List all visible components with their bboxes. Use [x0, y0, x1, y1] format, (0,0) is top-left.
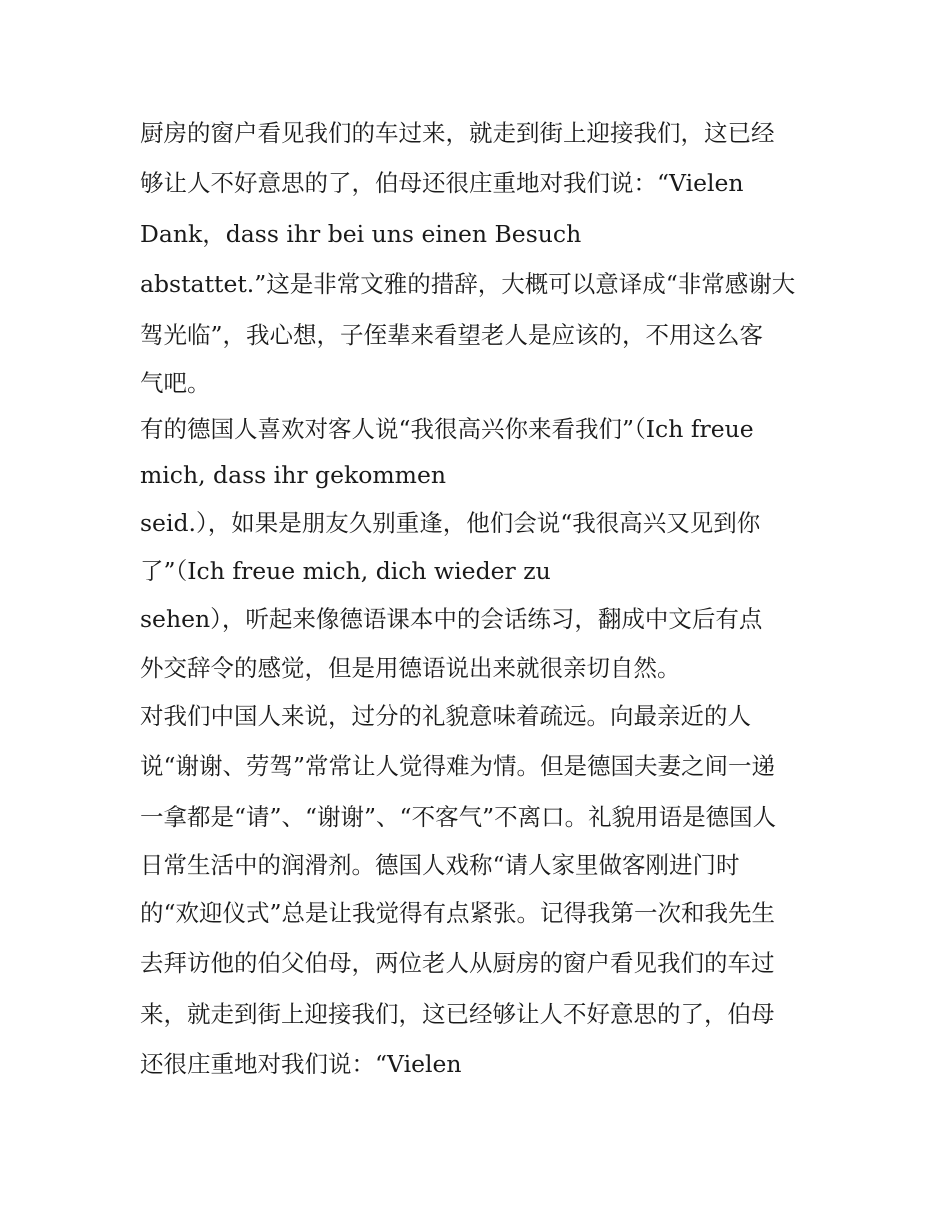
text-line: 气吧。: [140, 368, 211, 397]
text-line: sehen），听起来像德语课本中的会话练习，翻成中文后有点: [140, 605, 763, 634]
text-line: 日常生活中的润滑剂。德国人戏称“请人家里做客刚进门时: [140, 850, 740, 879]
text-line: seid.），如果是朋友久别重逢，他们会说“我很高兴又见到你: [140, 508, 761, 537]
text-line: 对我们中国人来说，过分的礼貌意味着疏远。向最亲近的人: [140, 701, 751, 730]
body-text: [140, 108, 820, 1089]
text-line: 一拿都是“请”、“谢谢”、“不客气”不离口。礼貌用语是德国人: [140, 802, 777, 831]
text-line: 了”（Ich freue mich, dich wieder zu: [140, 557, 551, 586]
text-line: 外交辞令的感觉，但是用德语说出来就很亲切自然。: [140, 653, 681, 682]
text-line: 有的德国人喜欢对客人说“我很高兴你来看我们”（Ich freue: [140, 414, 754, 443]
text-line: 的“欢迎仪式”总是让我觉得有点紧张。记得我第一次和我先生: [140, 898, 776, 927]
text-line: 去拜访他的伯父伯母，两位老人从厨房的窗户看见我们的车过: [140, 949, 775, 978]
text-line: 说“谢谢、劳驾”常常让人觉得难为情。但是德国夫妻之间一递: [140, 752, 776, 781]
text-line: 驾光临”，我心想，子侄辈来看望老人是应该的，不用这么客: [140, 320, 764, 349]
text-line: mich, dass ihr gekommen: [140, 460, 446, 489]
text-line: 够让人不好意思的了，伯母还很庄重地对我们说：“Vielen: [140, 169, 744, 198]
text-line: 来，就走到街上迎接我们，这已经够让人不好意思的了，伯母: [140, 999, 775, 1028]
text-line: 还很庄重地对我们说：“Vielen: [140, 1050, 462, 1079]
text-line: Dank，dass ihr bei uns einen Besuch: [140, 219, 582, 248]
text-line: 厨房的窗户看见我们的车过来，就走到街上迎接我们，这已经: [140, 119, 775, 147]
text-line: abstattet.”这是非常文雅的措辞，大概可以意译成“非常感谢大: [140, 270, 796, 299]
